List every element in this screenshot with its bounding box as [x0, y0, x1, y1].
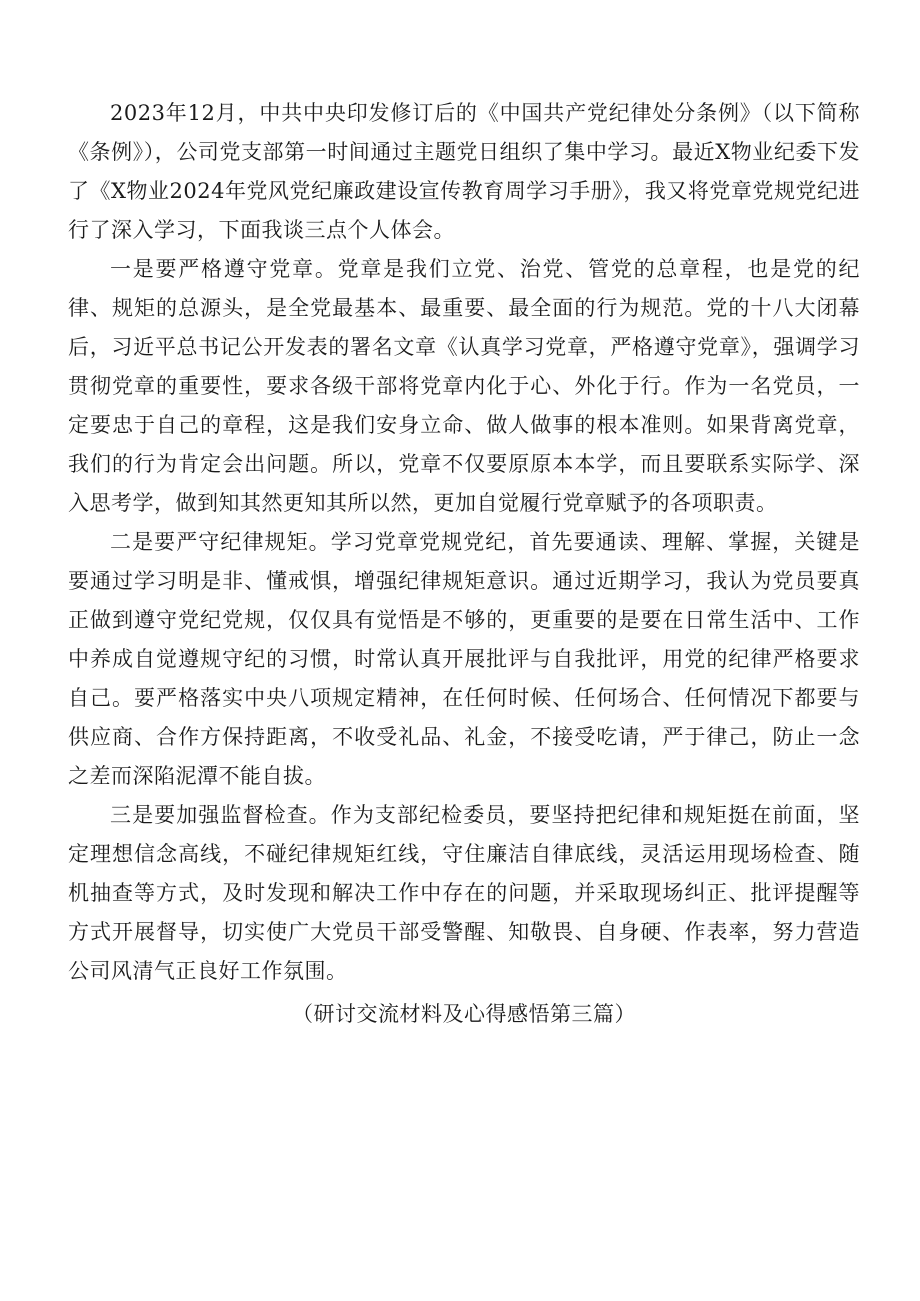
document-page [68, 94, 860, 1034]
paragraph-point-three: 三是要加强监督检查。作为支部纪检委员，要坚持把纪律和规矩挺在前面，坚定理想信念高线，不碰纪律规矩红线，守住廉洁自律底线，灵活运用现场检查、随机抽查等方式，及时发现和解决工作中存在的问题，并采取现场纠正、批评提醒等方式开展督导，切实使广大党员干部受警醒、知敬畏、自身硬、作表率，努力营造公司风清气正良好工作氛围。 [68, 803, 860, 983]
paragraph-point-one: 一是要严格遵守党章。党章是我们立党、治党、管党的总章程，也是党的纪律、规矩的总源头，是全党最基本、最重要、最全面的行为规范。党的十八大闭幕后，习近平总书记公开发表的署名文章《认真学习党章，严格遵守党章》，强调学习贯彻党章的重要性，要求各级干部将党章内化于心、外化于行。作为一名党员，一定要忠于自己的章程，这是我们安身立命、做人做事的根本准则。如果背离党章，我们的行为肯定会出问题。所以，党章不仅要原原本本学，而且要联系实际学、深入思考学，做到知其然更知其所以然，更加自觉履行党章赋予的各项职责。 [68, 257, 860, 515]
paragraph-point-two: 二是要严守纪律规矩。学习党章党规党纪，首先要通读、理解、掌握，关键是要通过学习明是非、懂戒惧，增强纪律规矩意识。通过近期学习，我认为党员要真正做到遵守党纪党规，仅仅具有觉悟是不够的，更重要的是要在日常生活中、工作中养成自觉遵规守纪的习惯，时常认真开展批评与自我批评，用党的纪律严格要求自己。要严格落实中央八项规定精神，在任何时候、任何场合、任何情况下都要与供应商、合作方保持距离，不收受礼品、礼金，不接受吃请，严于律己，防止一念之差而深陷泥潭不能自拔。 [68, 530, 860, 788]
paragraph-intro: 2023年12月，中共中央印发修订后的《中国共产党纪律处分条例》（以下简称《条例》），公司党支部第一时间通过主题党日组织了集中学习。最近X物业纪委下发了《X物业2024年党风党纪廉政建设宣传教育周学习手册》，我又将党章党规党纪进行了深入学习，下面我谈三点个人体会。 [68, 101, 860, 242]
section-caption: （研讨交流材料及心得感悟第三篇） [292, 1002, 636, 1026]
